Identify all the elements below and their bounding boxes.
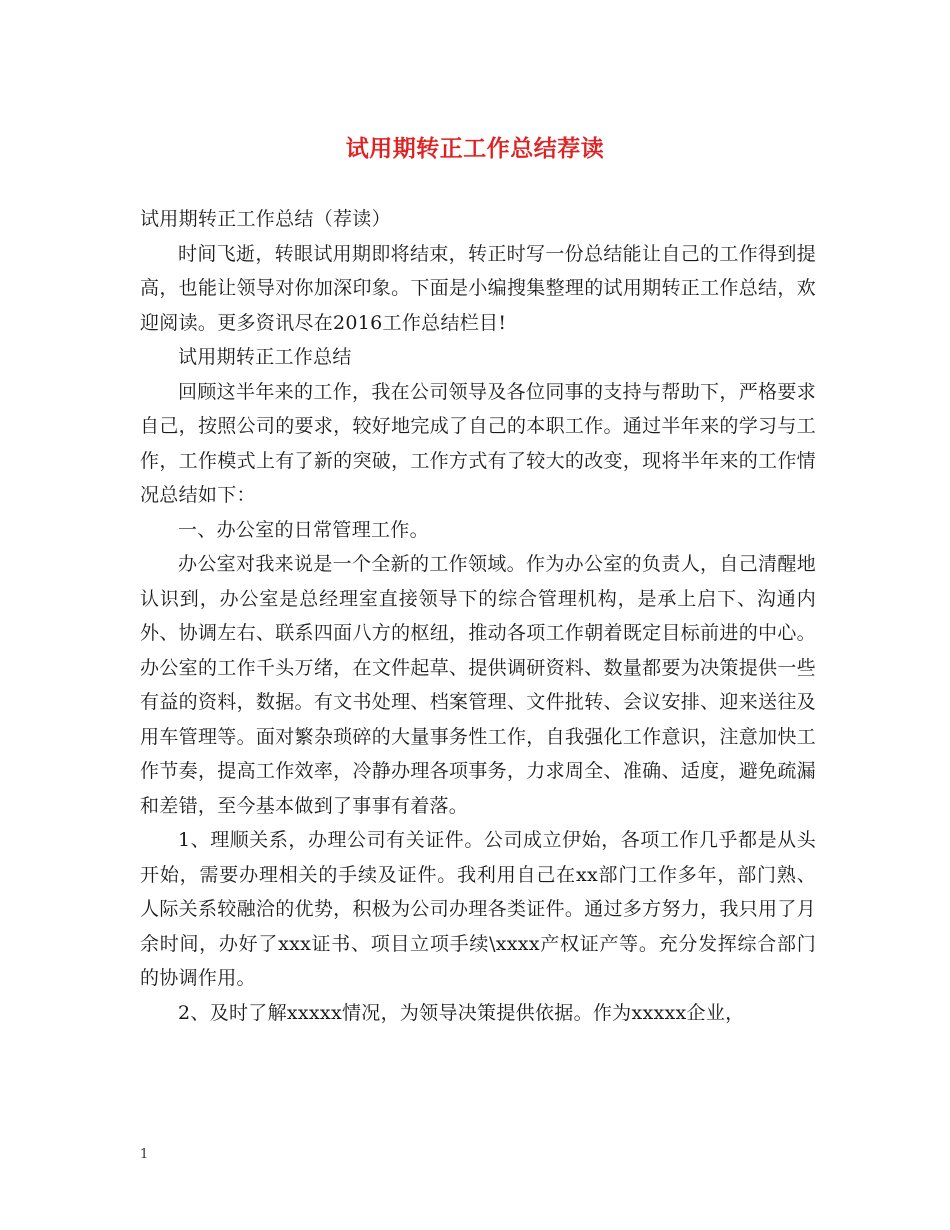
paragraph-office: 办公室对我来说是一个全新的工作领域。作为办公室的负责人，自己清醒地认识到，办公室是总经理室直接领导下的综合管理机构，是承上启下、沟通内外、协调左右、联系四面八方的枢纽，推动各项工作朝着既定目标前进的中心。办公室的工作千头万绪，在文件起草、提供调研资料、数量都要为决策提供一些有益的资料，数据。有文书处理、档案管理、文件批转、会议安排、迎来送往及用车管理等。面对繁杂琐碎的大量事务性工作，自我强化工作意识，注意加快工作节奏，提高工作效率，冷静办理各项事务，力求周全、准确、适度，避免疏漏和差错，至今基本做到了事事有着落。 — [140, 553, 816, 817]
document-body — [140, 202, 816, 1030]
document-subtitle: 试用期转正工作总结（荐读） — [140, 208, 391, 230]
paragraph-intro: 时间飞逝，转眼试用期即将结束，转正时写一份总结能让自己的工作得到提高，也能让领导对你加深印象。下面是小编搜集整理的试用期转正工作总结，欢迎阅读。更多资讯尽在2016工作总结栏目! — [140, 242, 816, 334]
paragraph-heading: 试用期转正工作总结 — [178, 346, 352, 368]
paragraph-item-2: 2、及时了解xxxxx情况，为领导决策提供依据。作为xxxxx企业， — [178, 1001, 745, 1024]
section-heading-office: 一、办公室的日常管理工作。 — [178, 518, 429, 541]
paragraph-item-1: 1、理顺关系，办理公司有关证件。公司成立伊始，各项工作几乎都是从头开始，需要办理相关的手续及证件。我利用自己在xx部门工作多年，部门熟、人际关系较融洽的优势，积极为公司办理各类证件。通过多方努力，我只用了月余时间，办好了xxx证书、项目立项手续\xxxx产权证产等。充分发挥综合部门的协调作用。 — [140, 829, 816, 989]
paragraph-review: 回顾这半年来的工作，我在公司领导及各位同事的支持与帮助下，严格要求自己，按照公司的要求，较好地完成了自己的本职工作。通过半年来的学习与工作，工作模式上有了新的突破，工作方式有了较大的改变，现将半年来的工作情况总结如下： — [140, 380, 816, 506]
document-title: 试用期转正工作总结荐读 — [345, 135, 605, 162]
page-number: 1 — [140, 1147, 149, 1162]
